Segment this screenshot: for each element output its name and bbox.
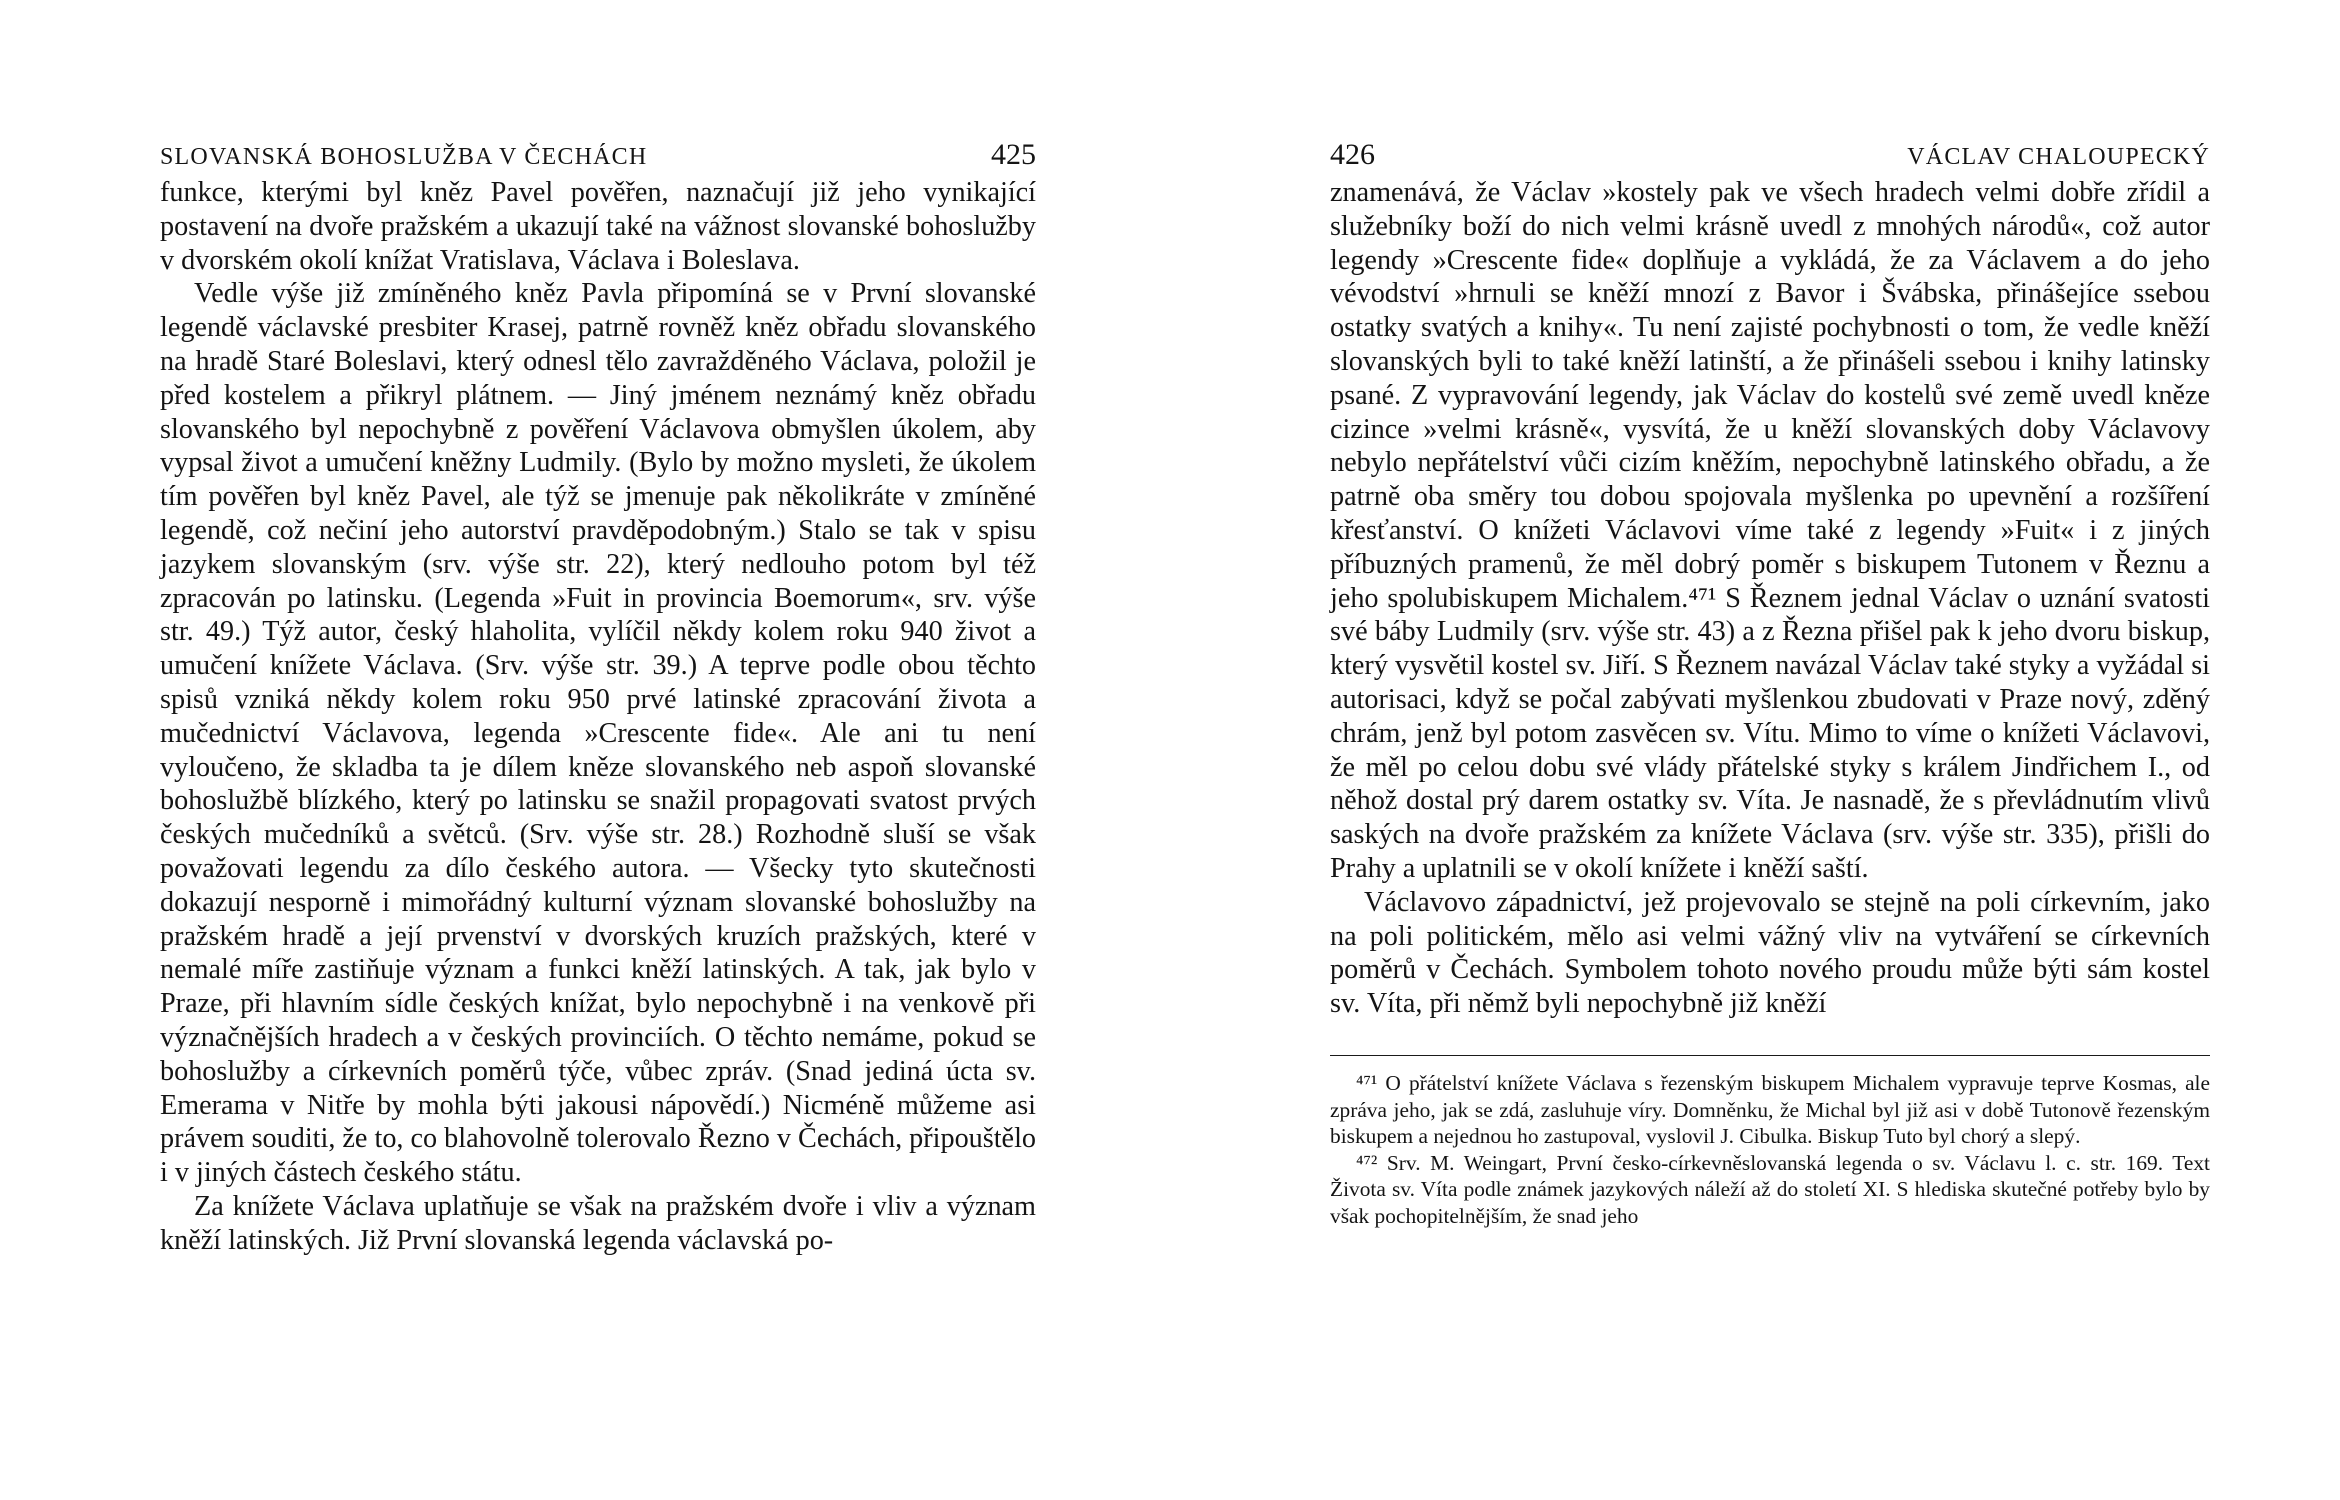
right-body-text (1330, 176, 2210, 1021)
footnote: ⁴⁷¹ O přátelství knížete Václava s řezenským biskupem Michalem vypravuje teprve Kosmas, ale zpráva jeho, jak se zdá, zasluhuje víry. Domněnku, že Michal byl již asi v době Tutonově řezenským biskupem a nejednou ho zastupoval, vyslovil J. Cibulka. Biskup Tuto byl chorý a slepý. (1330, 1070, 2210, 1149)
left-paragraph: funkce, kterými byl kněz Pavel pověřen, naznačují již jeho vynikající postavení na dvoře pražském a ukazují také na vážnost slovanské bohoslužby v dvorském okolí knížat Vratislava, Václava i Boleslava. (160, 177, 1036, 276)
footnote-separator (1330, 1055, 2210, 1056)
left-running-title: SLOVANSKÁ BOHOSLUŽBA V ČECHÁCH (160, 144, 648, 170)
right-page-number: 426 (1330, 138, 1375, 171)
right-running-title: VÁCLAV CHALOUPECKÝ (1907, 144, 2210, 170)
left-paragraph: Za knížete Václava uplatňuje se však na pražském dvoře i vliv a význam kněží latinských. Již První slovanská legenda václavská po- (160, 1190, 1036, 1256)
left-page-number: 425 (991, 138, 1036, 171)
left-page (160, 138, 1036, 1258)
footnote: ⁴⁷² Srv. M. Weingart, První česko-církevněslovanská legenda o sv. Václavu l. c. str. 169. Text Života sv. Víta podle známek jazykových náleží až do století XI. S hlediska skutečné potřeby bylo by však pochopitelnějším, že snad jeho (1330, 1150, 2210, 1228)
right-paragraph: znamenává, že Václav »kostely pak ve všech hradech velmi dobře zřídil a služebníky boží do nich velmi krásně uvedl z mnohých národů«, což autor legendy »Crescente fide« doplňuje a vykládá, že za Václavem a do jeho vévodství »hrnuli se kněží mnozí z Bavor i Švábska, přinášejíce ssebou ostatky svatých a knihy«. Tu není zajisté pochybnosti o tom, že vedle kněží slovanských byli to také kněží latinští, a že přinášeli ssebou i knihy latinsky psané. Z vypravování legendy, jak Václav do kostelů své země uvedl kněze cizince »velmi krásně«, vysvítá, že u kněží slovanských doby Václavovy nebylo nepřátelství vůči cizím kněžím, nepochybně latinského obřadu, a že patrně oba směry tou dobou spojovala myšlenka po upevnění a rozšíření křesťanství. O knížeti Václavovi víme také z legendy »Fuit« i z jiných příbuzných pramenů, že měl dobrý poměr s biskupem Tutonem v Řeznu a jeho spolubiskupem Michalem.⁴⁷¹ S Řeznem jednal Václav o uznání svatosti své báby Ludmily (srv. výše str. 43) a z Řezna přišel pak k jeho dvoru biskup, který vysvětil kostel sv. Jiří. S Řeznem navázal Václav také styky a vyžádal si autorisaci, když se počal zabývati myšlenkou zbudovati v Praze nový, zděný chrám, jenž byl potom zasvěcen sv. Vítu. Mimo to víme o knížeti Václavovi, že měl po celou dobu své vlády přátelské styky s králem Jindřichem I., od něhož dostal prý darem ostatky sv. Víta. Je nasnadě, že s převládnutím vlivů saských na dvoře pražském za knížete Václava (srv. výše str. 335), přišli do Prahy a uplatnili se v okolí knížete i kněží saští. (1330, 177, 2210, 884)
right-running-head (1330, 138, 2210, 176)
left-paragraph: Vedle výše již zmíněného kněz Pavla připomíná se v První slovanské legendě václavské presbiter Krasej, patrně rovněž kněz obřadu slovanského na hradě Staré Boleslavi, který odnesl tělo zavražděného Václava, položil je před kostelem a přikryl plátnem. — Jiný jménem neznámý kněz obřadu slovanského byl nepochybně z pověření Václavova obmyšlen úkolem, aby vypsal život a umučení kněžny Ludmily. (Bylo by možno mysleti, že úkolem tím pověřen byl kněz Pavel, ale týž se jmenuje pak několikráte v zmíněné legendě, což nečiní jeho autorství pravděpodobným.) Stalo se tak v spisu jazykem slovanským (srv. výše str. 22), který nedlouho potom byl též zpracován po latinsku. (Legenda »Fuit in provincia Boemorum«, srv. výše str. 49.) Týž autor, český hlaholita, vylíčil někdy kolem roku 940 život a umučení knížete Václava. (Srv. výše str. 39.) A teprve podle obou těchto spisů vzniká někdy kolem roku 950 prvé latinské zpracování života a mučednictví Václavova, legenda »Crescente fide«. Ale ani tu není vyloučeno, že skladba ta je dílem kněze slovanského neb aspoň slovanské bohoslužbě blízkého, který po latinsku se snažil propagovati svatost prvých českých mučedníků a světců. (Srv. výše str. 28.) Rozhodně sluší se však považovati legendu za dílo českého autora. — Všecky tyto skutečnosti dokazují nesporně i mimořádný kulturní význam slovanské bohoslužby na pražském hradě a její prvenství v dvorských kruzích pražských, které v nemalé míře zastiňuje význam a funkci kněží latinských. A tak, jak bylo v Praze, při hlavním sídle českých knížat, bylo nepochybně i na venkově při význačnějších hradech a v českých provinciích. O těchto nemáme, pokud se bohoslužby a církevních poměrů týče, vůbec zpráv. (Snad jediná úcta sv. Emerama v Nitře by mohla býti jakousi nápovědí.) Nicméně můžeme asi právem souditi, že to, co blahovolně tolerovalo Řezno v Čechách, připouštělo i v jiných částech českého státu. (160, 278, 1036, 1189)
left-running-head (160, 138, 1036, 176)
right-page (1330, 138, 2210, 1229)
footnotes (1330, 1070, 2210, 1230)
left-body-text (160, 176, 1036, 1258)
right-paragraph: Václavovo západnictví, jež projevovalo se stejně na poli církevním, jako na poli politickém, mělo asi velmi vážný vliv na vytváření se církevních poměrů v Čechách. Symbolem tohoto nového proudu může býti sám kostel sv. Víta, při němž byli nepochybně již kněží (1330, 886, 2210, 1020)
